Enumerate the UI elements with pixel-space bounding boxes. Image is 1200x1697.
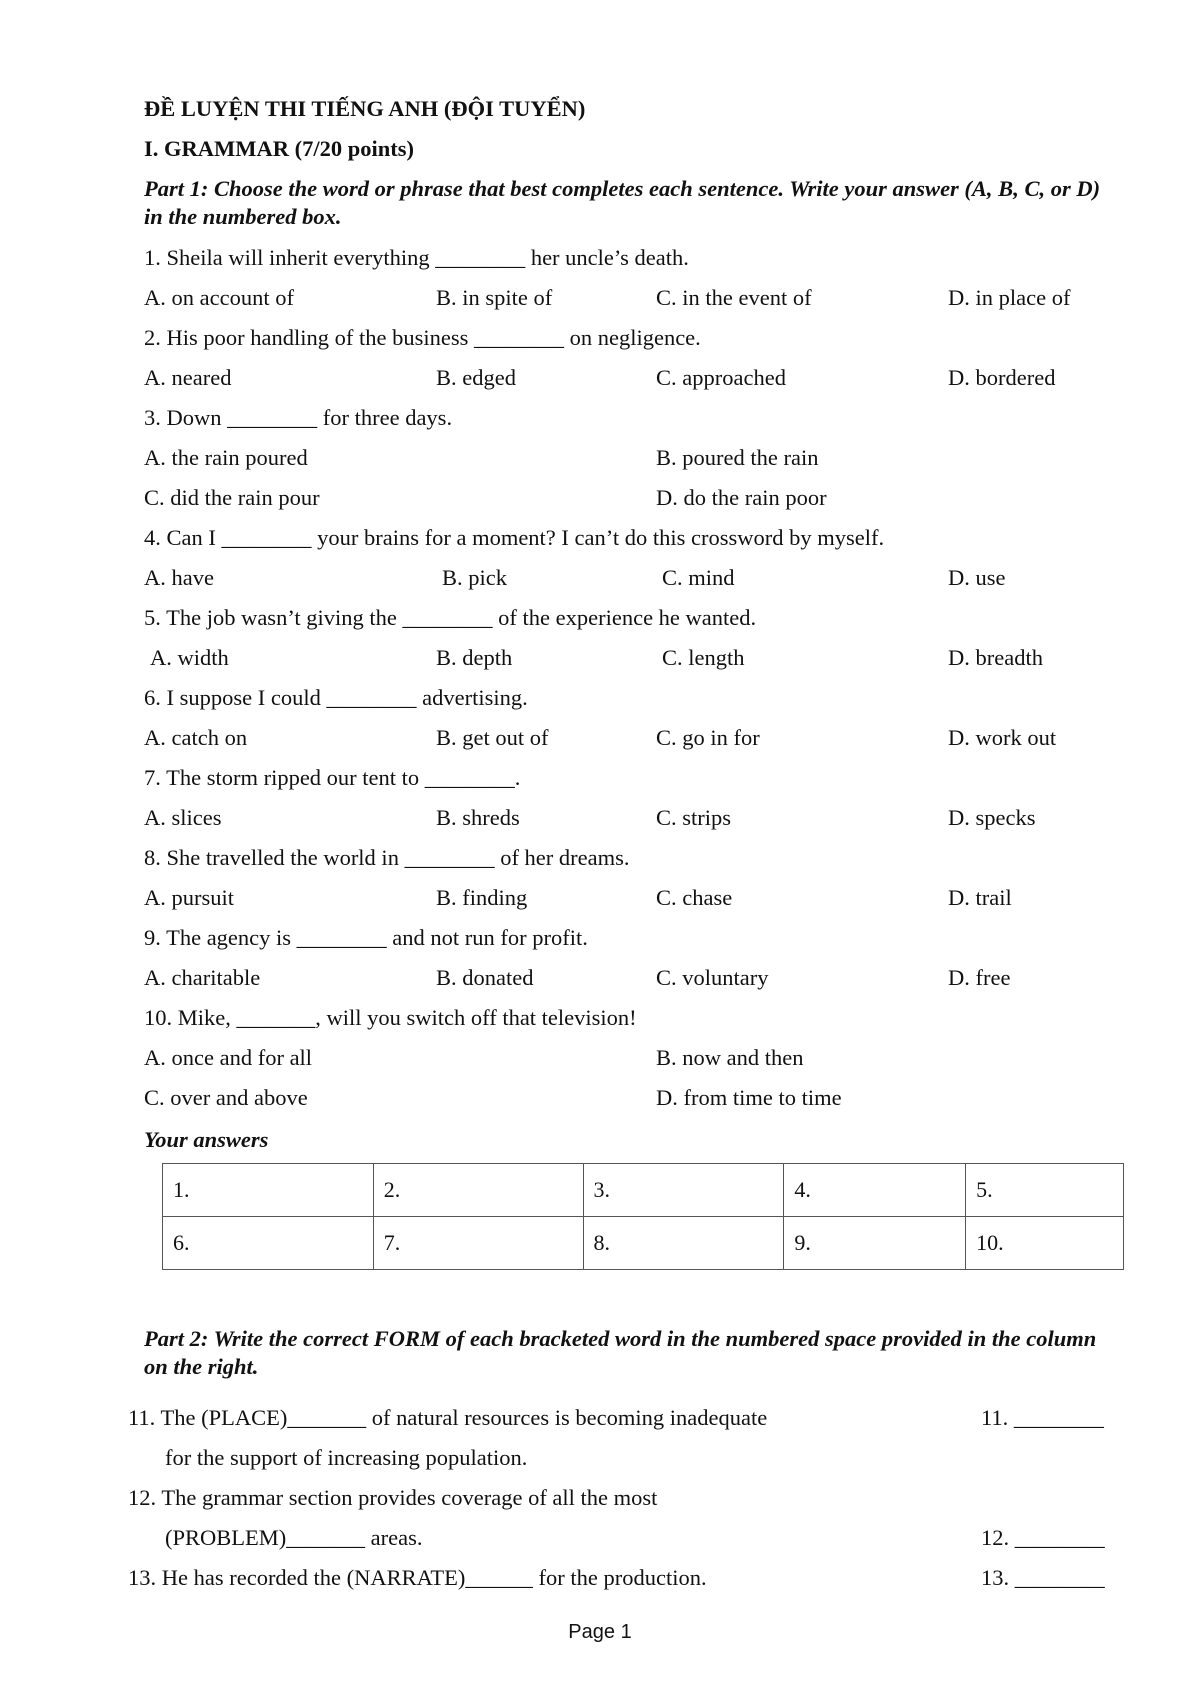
answer-cell-3[interactable]: 3. (583, 1164, 784, 1217)
q4-option-c: C. mind (662, 565, 735, 590)
answer-cell-4[interactable]: 4. (784, 1164, 966, 1217)
item-12-blank[interactable]: 12. ________ (981, 1525, 1105, 1550)
question-2: 2. His poor handling of the business ________ on negligence. (144, 325, 701, 350)
q3-option-c: C. did the rain pour (144, 485, 320, 510)
q6-option-d: D. work out (948, 725, 1057, 750)
question-9: 9. The agency is ________ and not run for profit. (144, 925, 588, 950)
answers-label: Your answers (144, 1127, 269, 1152)
q3-option-a: A. the rain poured (144, 445, 308, 470)
part2-instruction: Part 2: Write the correct FORM of each bracketed word in the numbered space provided in the column on the right. (144, 1326, 1097, 1379)
q2-option-c: C. approached (656, 365, 786, 390)
item-11-line1: 11. The (PLACE)_______ of natural resources is becoming inadequate (128, 1405, 768, 1430)
q8-option-b: B. finding (436, 885, 528, 910)
question-3: 3. Down ________ for three days. (144, 405, 453, 430)
item-13-line1: 13. He has recorded the (NARRATE)______ for the production. (128, 1565, 707, 1590)
q9-option-d: D. free (948, 965, 1011, 990)
q1-option-a: A. on account of (144, 285, 294, 310)
q10-option-a: A. once and for all (144, 1045, 313, 1070)
answer-cell-10[interactable]: 10. (966, 1217, 1124, 1270)
q1-option-b: B. in spite of (436, 285, 553, 310)
question-6: 6. I suppose I could ________ advertising. (144, 685, 528, 710)
q6-option-a: A. catch on (144, 725, 248, 750)
q7-option-d: D. specks (948, 805, 1036, 830)
part1-instruction: Part 1: Choose the word or phrase that best completes each sentence. Write your answer (A, B, C, or D) in the numbered box. (144, 176, 1101, 229)
item-11-blank[interactable]: 11. ________ (981, 1405, 1104, 1430)
q10-option-b: B. now and then (656, 1045, 804, 1070)
answer-table (162, 1163, 1124, 1270)
q4-option-a: A. have (144, 565, 214, 590)
item-13-blank[interactable]: 13. ________ (981, 1565, 1105, 1590)
q5-option-c: C. length (662, 645, 745, 670)
q10-option-d: D. from time to time (656, 1085, 842, 1110)
question-5: 5. The job wasn’t giving the ________ of the experience he wanted. (144, 605, 757, 630)
q1-option-d: D. in place of (948, 285, 1071, 310)
answer-cell-1[interactable]: 1. (163, 1164, 374, 1217)
section-heading: I. GRAMMAR (7/20 points) (144, 136, 414, 161)
q7-option-b: B. shreds (436, 805, 520, 830)
answer-cell-7[interactable]: 7. (373, 1217, 583, 1270)
page-number: Page 1 (568, 1621, 632, 1643)
q7-option-c: C. strips (656, 805, 732, 830)
answer-row (163, 1164, 1124, 1217)
page-title: ĐỀ LUYỆN THI TIẾNG ANH (ĐỘI TUYỂN) (144, 96, 586, 121)
q10-option-c: C. over and above (144, 1085, 308, 1110)
q3-option-b: B. poured the rain (656, 445, 819, 470)
q2-option-a: A. neared (144, 365, 232, 390)
answer-row (163, 1217, 1124, 1270)
q3-option-d: D. do the rain poor (656, 485, 827, 510)
q8-option-d: D. trail (948, 885, 1012, 910)
q7-option-a: A. slices (144, 805, 222, 830)
q2-option-d: D. bordered (948, 365, 1056, 390)
q6-option-c: C. go in for (656, 725, 760, 750)
answer-cell-2[interactable]: 2. (373, 1164, 583, 1217)
q5-option-d: D. breadth (948, 645, 1043, 670)
q8-option-c: C. chase (656, 885, 733, 910)
answer-cell-9[interactable]: 9. (784, 1217, 966, 1270)
q1-option-c: C. in the event of (656, 285, 812, 310)
question-10: 10. Mike, _______, will you switch off that television! (144, 1005, 637, 1030)
q5-option-b: B. depth (436, 645, 513, 670)
q6-option-b: B. get out of (436, 725, 549, 750)
q4-option-b: B. pick (442, 565, 507, 590)
item-11-line2: for the support of increasing population. (165, 1445, 528, 1470)
question-8: 8. She travelled the world in ________ of her dreams. (144, 845, 630, 870)
q4-option-d: D. use (948, 565, 1006, 590)
q9-option-b: B. donated (436, 965, 534, 990)
q5-option-a: A. width (150, 645, 229, 670)
item-12-line2: (PROBLEM)_______ areas. (165, 1525, 423, 1550)
question-1: 1. Sheila will inherit everything ________ her uncle’s death. (144, 245, 689, 270)
q8-option-a: A. pursuit (144, 885, 234, 910)
q9-option-c: C. voluntary (656, 965, 769, 990)
answer-cell-6[interactable]: 6. (163, 1217, 374, 1270)
answer-cell-5[interactable]: 5. (966, 1164, 1124, 1217)
item-12-line1: 12. The grammar section provides coverage of all the most (128, 1485, 658, 1510)
question-4: 4. Can I ________ your brains for a moment? I can’t do this crossword by myself. (144, 525, 885, 550)
q2-option-b: B. edged (436, 365, 516, 390)
question-7: 7. The storm ripped our tent to ________. (144, 765, 521, 790)
answer-cell-8[interactable]: 8. (583, 1217, 784, 1270)
q9-option-a: A. charitable (144, 965, 261, 990)
